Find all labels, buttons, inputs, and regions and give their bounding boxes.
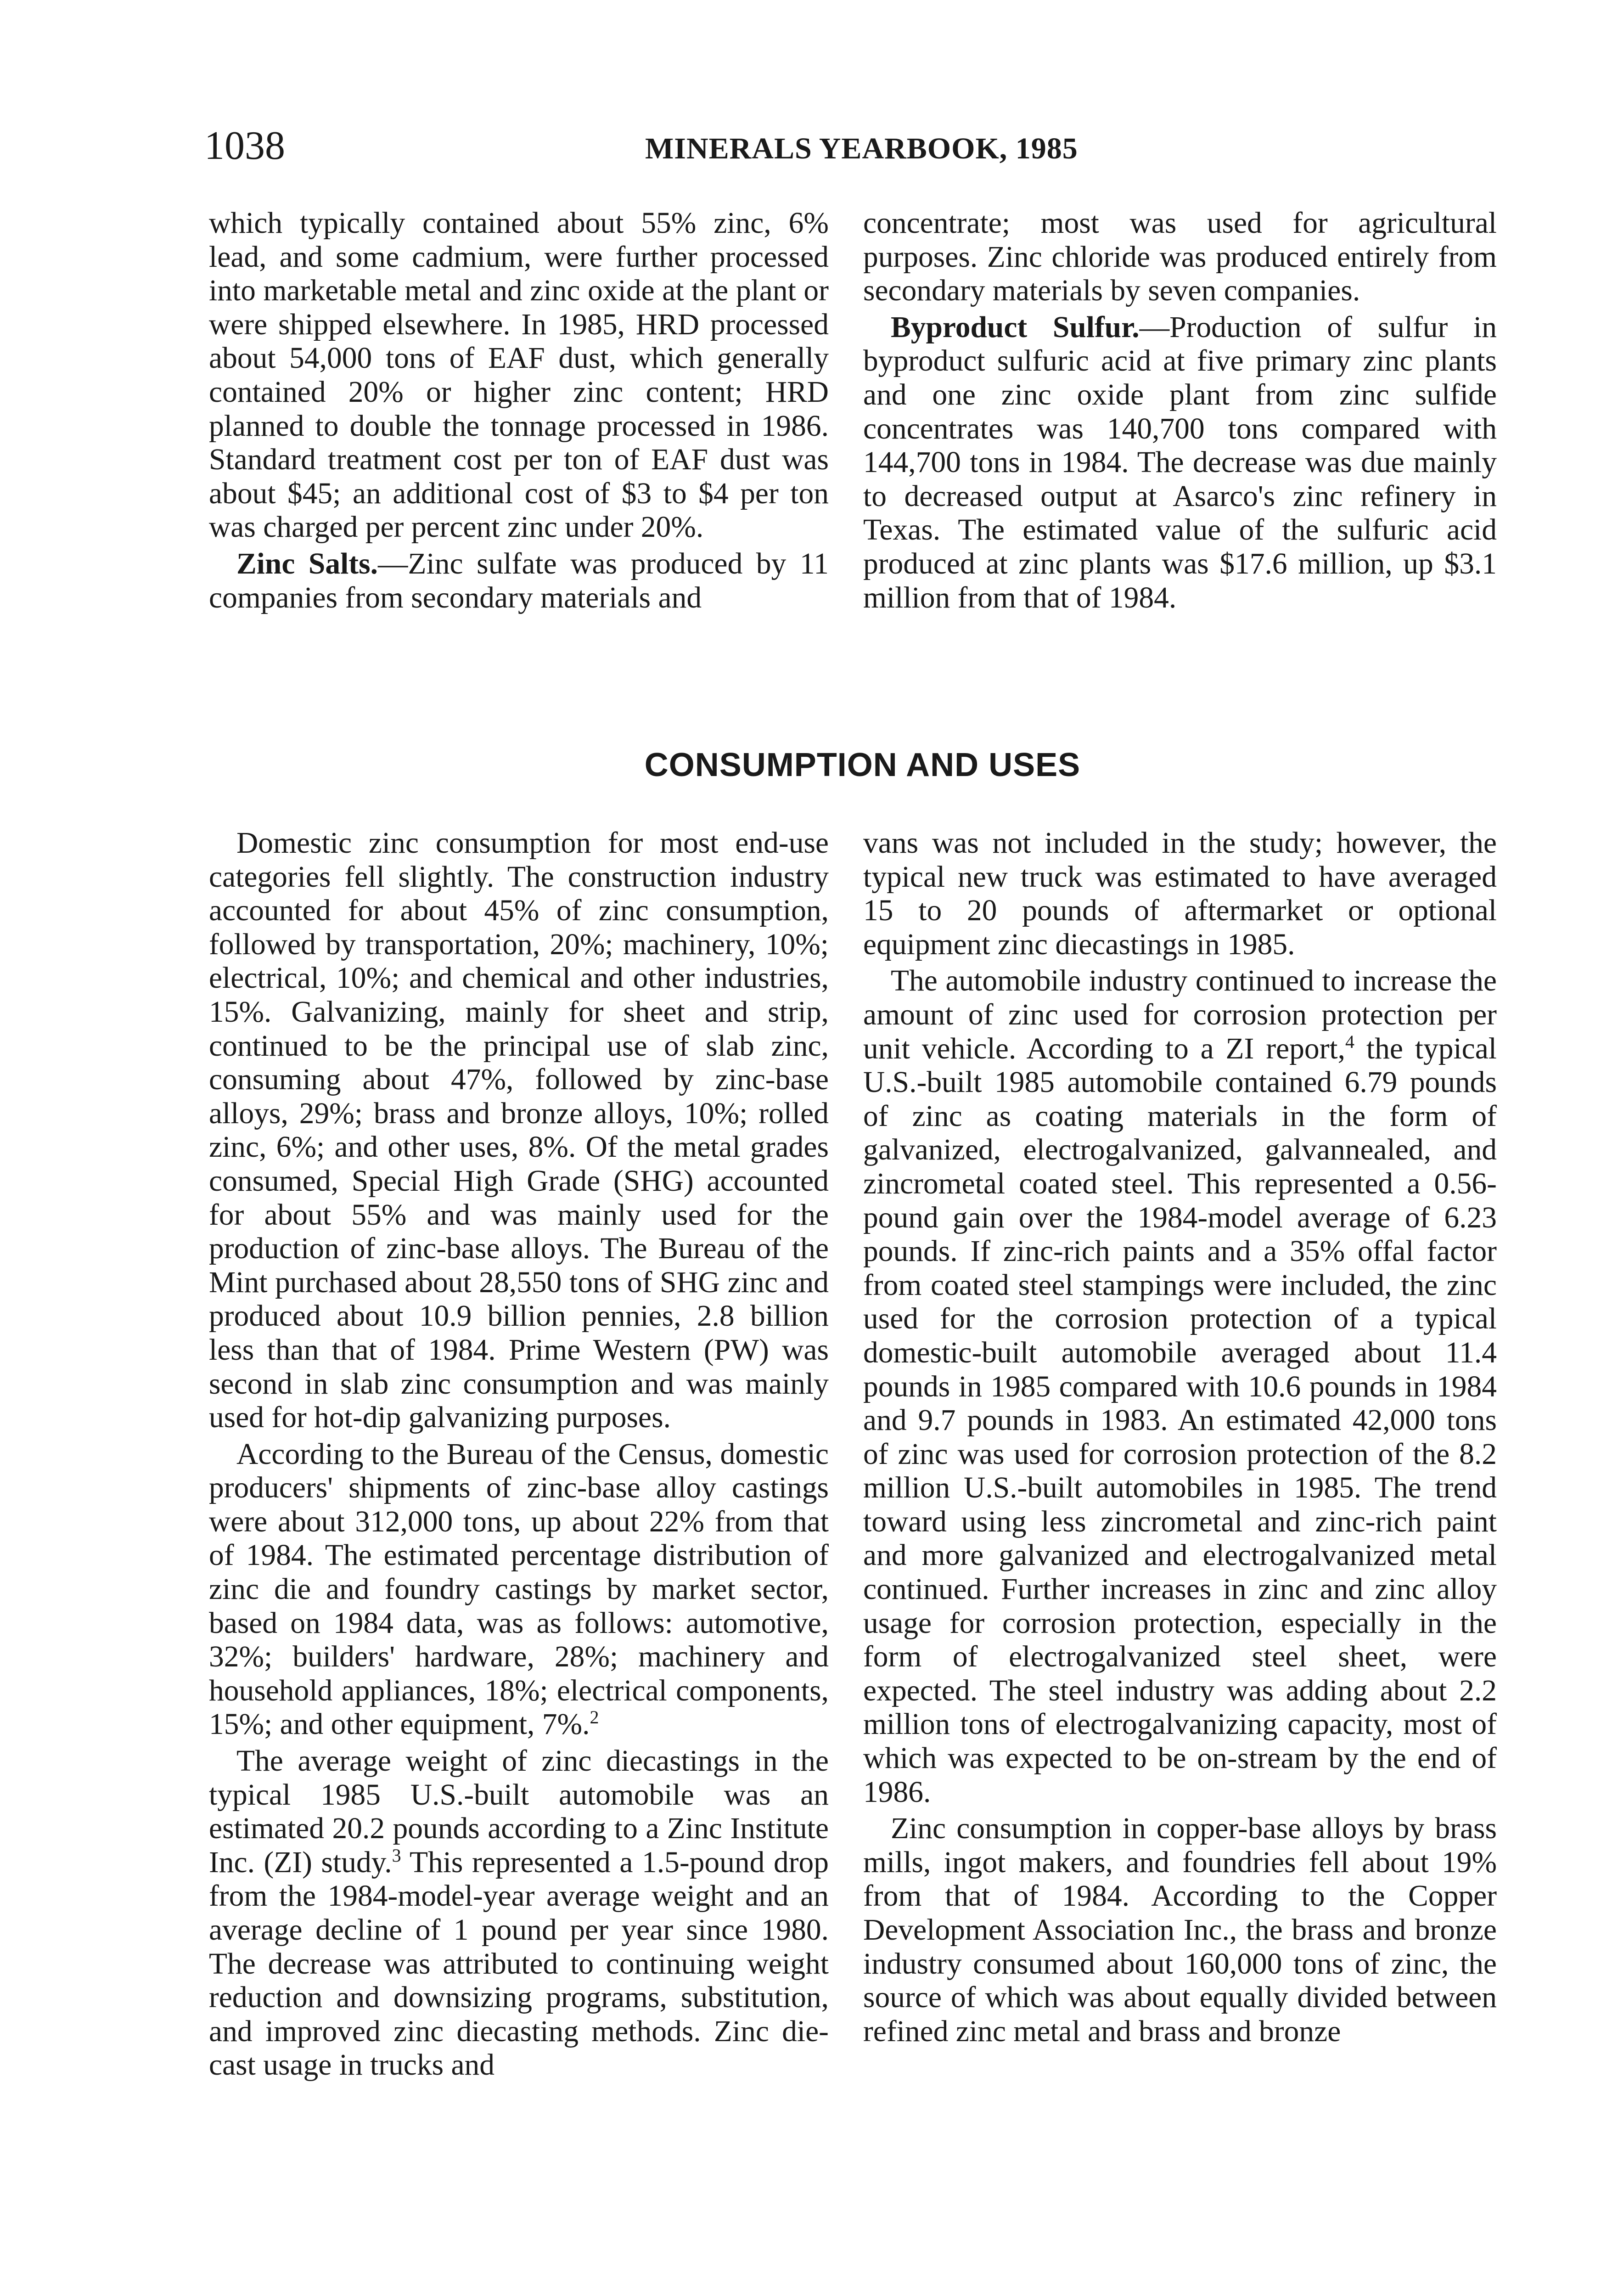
footnote-ref: 2 bbox=[590, 1707, 599, 1728]
paragraph bbox=[863, 964, 1497, 1809]
paragraph: which typically contained about 55% zinc, 6% lead, and some cadmium, were further processed into marketable metal and zinc oxide at the plant or were shipped elsewhere. In 1985, HRD processed about 54,000 tons of EAF dust, which generally contained 20% or higher zinc content; HRD planned to double the tonnage processed in 1986. Standard treatment cost per ton of EAF dust was about $45; an additional cost of $3 to $4 per ton was charged per percent zinc under 20%. bbox=[209, 207, 829, 544]
paragraph-text: —Zinc sulfate was produced by 11 companies from secondary materials and bbox=[209, 547, 829, 614]
footnote-ref: 4 bbox=[1345, 1031, 1355, 1052]
footnote-ref: 3 bbox=[392, 1845, 401, 1866]
running-header bbox=[204, 123, 1497, 174]
run-in-heading: Byproduct Sulfur. bbox=[891, 310, 1140, 344]
paragraph-text: According to the Bureau of the Census, domestic producers' shipments of zinc-base alloy castings were about 312,000 tons, up about 22% from that of 1984. The estimated percentage distribution of zinc die and foundry castings by market sector, based on 1984 data, was as follows: automotive, 32%; builders' hardware, 28%; machinery and household appliances, 18%; electrical components, 15%; and other equipment, 7%. bbox=[209, 1437, 829, 1741]
paragraph bbox=[209, 1745, 829, 2082]
paragraph: Zinc consumption in copper-base alloys by brass mills, ingot makers, and foundries fell about 19% from that of 1984. According to the Copper Development Association Inc., the brass and bronze industry consumed about 160,000 tons of zinc, the source of which was about equally divided between refined zinc metal and brass and bronze bbox=[863, 1812, 1497, 2048]
paragraph-text: The automobile industry continued to increase the amount of zinc used for corrosion protection per unit vehicle. According to a ZI report, bbox=[863, 964, 1497, 1065]
page-number: 1038 bbox=[204, 124, 285, 168]
paragraph: vans was not included in the study; however, the typical new truck was estimated to have averaged 15 to 20 pounds of aftermarket or optional equipment zinc diecastings in 1985. bbox=[863, 827, 1497, 961]
paragraph bbox=[209, 1438, 829, 1742]
bottom-right-column bbox=[863, 827, 1497, 2048]
section-heading: CONSUMPTION AND USES bbox=[644, 747, 1081, 783]
paragraph-text: the typical U.S.-built 1985 automobile contained 6.79 pounds of zinc as coating materials in the form of galvanized, electrogalvanized, galvannealed, and zincrometal coated steel. This represented a 0.56-pound gain over the 1984-model average of 6.23 pounds. If zinc-rich paints and a 35% offal factor from coated steel stampings were included, the zinc used for the corrosion protection of a typical domestic-built automobile averaged about 11.4 pounds in 1985 compared with 10.6 pounds in 1984 and 9.7 pounds in 1983. An estimated 42,000 tons of zinc was used for corrosion protection of the 8.2 million U.S.-built automobiles in 1985. The trend toward using less zincrometal and zinc-rich paint and more galvanized and electrogalvanized metal continued. Further increases in zinc and zinc alloy usage for corrosion protection, especially in the form of electrogalvanized steel sheet, were expected. The steel industry was adding about 2.2 million tons of electrogalvanizing capacity, most of which was expected to be on-stream by the end of 1986. bbox=[863, 1032, 1497, 1809]
bottom-left-column bbox=[209, 827, 829, 2082]
top-left-column bbox=[209, 207, 829, 615]
paragraph-zinc-salts bbox=[209, 547, 829, 615]
paragraph: Domestic zinc consumption for most end-use categories fell slightly. The construction industry accounted for about 45% of zinc consumption, followed by transportation, 20%; machinery, 10%; electrical, 10%; and chemical and other industries, 15%. Galvanizing, mainly for sheet and strip, continued to be the principal use of slab zinc, consuming about 47%, followed by zinc-base alloys, 29%; brass and bronze alloys, 10%; rolled zinc, 6%; and other uses, 8%. Of the metal grades consumed, Special High Grade (SHG) accounted for about 55% and was mainly used for the production of zinc-base alloys. The Bureau of the Mint purchased about 28,550 tons of SHG zinc and produced about 10.9 billion pennies, 2.8 billion less than that of 1984. Prime Western (PW) was second in slab zinc consumption and was mainly used for hot-dip galvanizing purposes. bbox=[209, 827, 829, 1435]
run-in-heading: Zinc Salts. bbox=[236, 547, 378, 580]
paragraph-byproduct-sulfur bbox=[863, 311, 1497, 615]
paragraph-text: The average weight of zinc diecastings in the typical 1985 U.S.-built automobile was an estimated 20.2 pounds according to a Zinc Institute Inc. (ZI) study. bbox=[209, 1745, 829, 1879]
paragraph-text: —Production of sulfur in byproduct sulfuric acid at five primary zinc plants and one zinc oxide plant from zinc sulfide concentrates was 140,700 tons compared with 144,700 tons in 1984. The decrease was due mainly to decreased output at Asarco's zinc refinery in Texas. The estimated value of the sulfuric acid produced at zinc plants was $17.6 million, up $3.1 million from that of 1984. bbox=[863, 310, 1497, 614]
running-title: MINERALS YEARBOOK, 1985 bbox=[645, 132, 1078, 165]
paragraph-text: This represented a 1.5-pound drop from the 1984-model-year average weight and an average decline of 1 pound per year since 1980. The decrease was attributed to continuing weight reduction and downsizing programs, substitution, and improved zinc diecasting methods. Zinc die-cast usage in trucks and bbox=[209, 1846, 829, 2082]
top-right-column bbox=[863, 207, 1497, 615]
paragraph: concentrate; most was used for agricultural purposes. Zinc chloride was produced entirely from secondary materials by seven companies. bbox=[863, 207, 1497, 308]
